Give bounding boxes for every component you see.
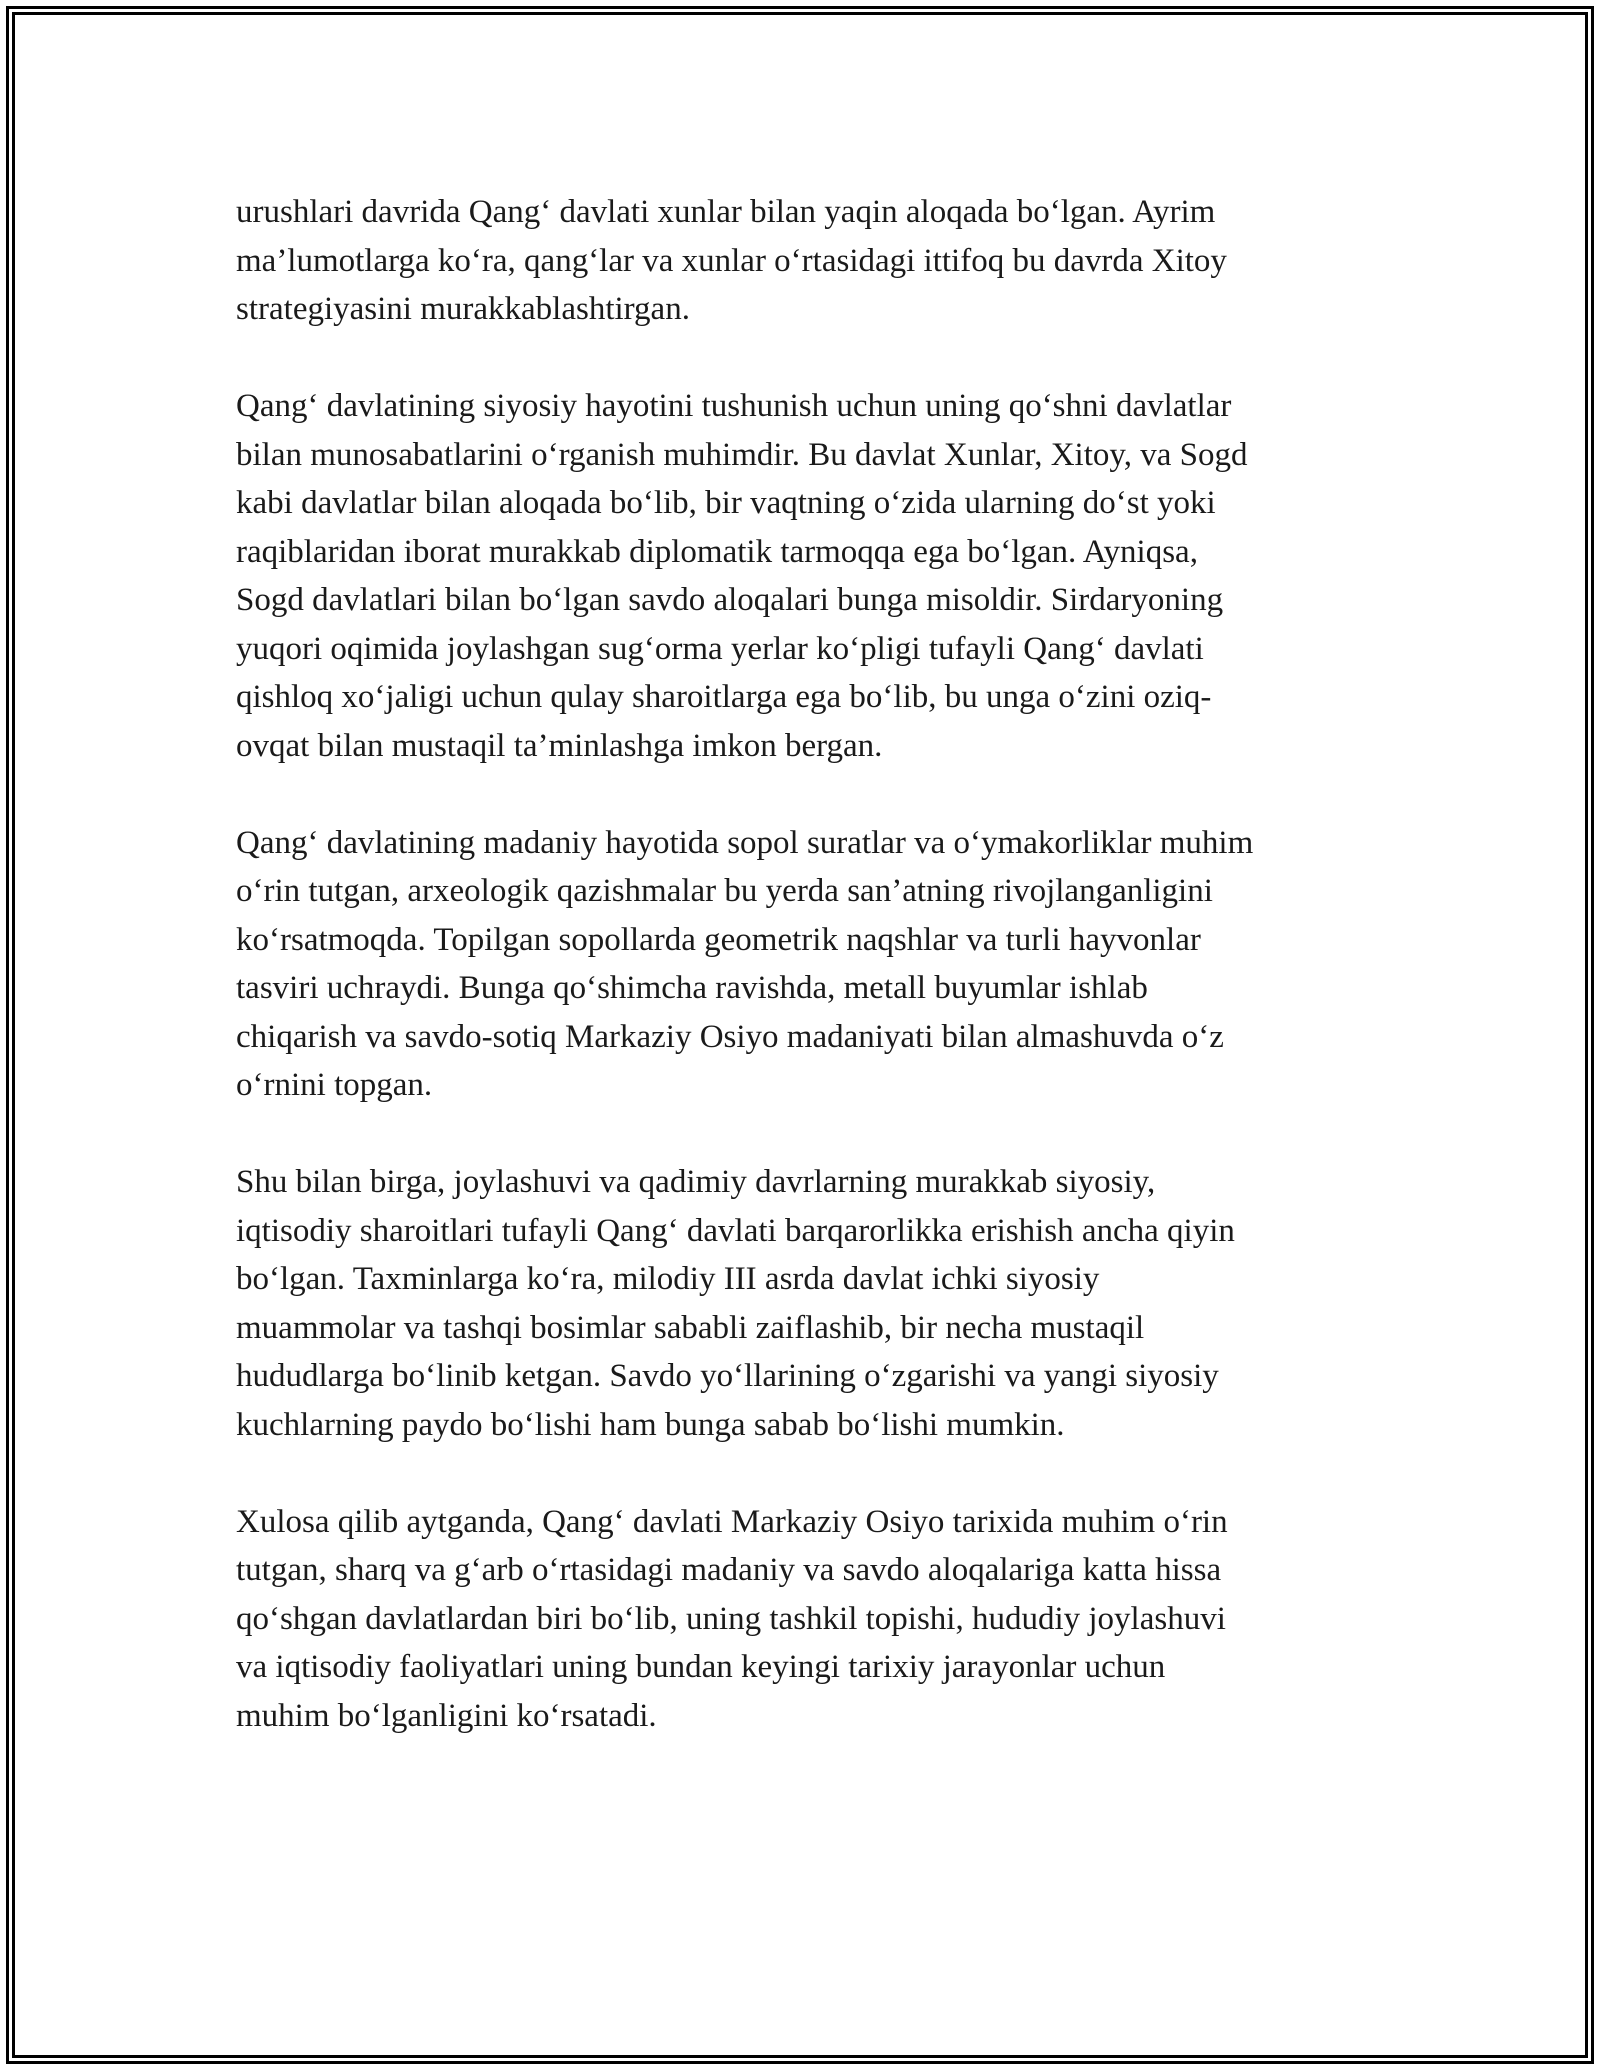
text-line: muammolar va tashqi bosimlar sababli zaiflashib, bir necha mustaqil xyxy=(236,1309,1145,1346)
paragraph xyxy=(236,188,1386,334)
text-line: Sogd davlatlari bilan bo‘lgan savdo aloqalari bunga misoldir. Sirdaryoning xyxy=(236,582,1224,618)
text-line: strategiyasini murakkablashtirgan. xyxy=(236,291,690,327)
text-line: Xulosa qilib aytganda, Qang‘ davlati Markaziy Osiyo tarixida muhim o‘rin xyxy=(236,1503,1228,1540)
text-line: qishloq xo‘jaligi uchun qulay sharoitlarga ega bo‘lib, bu unga o‘zini oziq- xyxy=(236,679,1212,715)
text-line: qo‘shgan davlatlardan biri bo‘lib, uning tashkil topishi, hududiy joylashuvi xyxy=(236,1600,1226,1637)
text-line: tasviri uchraydi. Bunga qo‘shimcha ravishda, metall buyumlar ishlab xyxy=(236,970,1148,1006)
text-line: va iqtisodiy faoliyatlari uning bundan keyingi tarixiy jarayonlar uchun xyxy=(236,1649,1166,1685)
text-line: raqiblaridan iborat murakkab diplomatik tarmoqqa ega bo‘lgan. Ayniqsa, xyxy=(236,533,1198,570)
text-line: yuqori oqimida joylashgan sug‘orma yerlar ko‘pligi tufayli Qang‘ davlati xyxy=(236,630,1204,667)
text-line: ma’lumotlarga ko‘ra, qang‘lar va xunlar o‘rtasidagi ittifoq bu davrda Xitoy xyxy=(236,242,1227,279)
text-line: kuchlarning paydo bo‘lishi ham bunga sabab bo‘lishi mumkin. xyxy=(236,1406,1065,1443)
text-line: hududlarga bo‘linib ketgan. Savdo yo‘llarining o‘zgarishi va yangi siyosiy xyxy=(236,1358,1219,1394)
text-line: chiqarish va savdo-sotiq Markaziy Osiyo madaniyati bilan almashuvda o‘z xyxy=(236,1018,1224,1055)
text-line: o‘rnini topgan. xyxy=(236,1067,433,1103)
text-line: kabi davlatlar bilan aloqada bo‘lib, bir vaqtning o‘zida ularning do‘st yoki xyxy=(236,485,1216,521)
text-line: tutgan, sharq va g‘arb o‘rtasidagi madaniy va savdo aloqalariga katta hissa xyxy=(236,1552,1222,1588)
text-line: ko‘rsatmoqda. Topilgan sopollarda geometrik naqshlar va turli hayvonlar xyxy=(236,921,1201,958)
paragraph xyxy=(236,1158,1386,1449)
text-line: Qang‘ davlatining siyosiy hayotini tushunish uchun uning qo‘shni davlatlar xyxy=(236,388,1232,424)
text-line: iqtisodiy sharoitlari tufayli Qang‘ davlati barqarorlikka erishish ancha qiyin xyxy=(236,1212,1235,1249)
text-line: muhim bo‘lganligini ko‘rsatadi. xyxy=(236,1697,657,1734)
text-line: urushlari davrida Qang‘ davlati xunlar bilan yaqin aloqada bo‘lgan. Ayrim xyxy=(236,194,1216,230)
text-line: o‘rin tutgan, arxeologik qazishmalar bu yerda san’atning rivojlanganligini xyxy=(236,873,1213,909)
paragraph xyxy=(236,382,1386,770)
text-line: bilan munosabatlarini o‘rganish muhimdir. Bu davlat Xunlar, Xitoy, va Sogd xyxy=(236,436,1248,473)
text-line: Shu bilan birga, joylashuvi va qadimiy davrlarning murakkab siyosiy, xyxy=(236,1164,1156,1200)
document-body xyxy=(236,188,1386,1789)
paragraph xyxy=(236,1498,1386,1741)
text-line: bo‘lgan. Taxminlarga ko‘ra, milodiy III asrda davlat ichki siyosiy xyxy=(236,1261,1100,1297)
text-line: Qang‘ davlatining madaniy hayotida sopol suratlar va o‘ymakorliklar muhim xyxy=(236,824,1254,861)
text-line: ovqat bilan mustaqil ta’minlashga imkon bergan. xyxy=(236,727,883,764)
paragraph xyxy=(236,819,1386,1110)
